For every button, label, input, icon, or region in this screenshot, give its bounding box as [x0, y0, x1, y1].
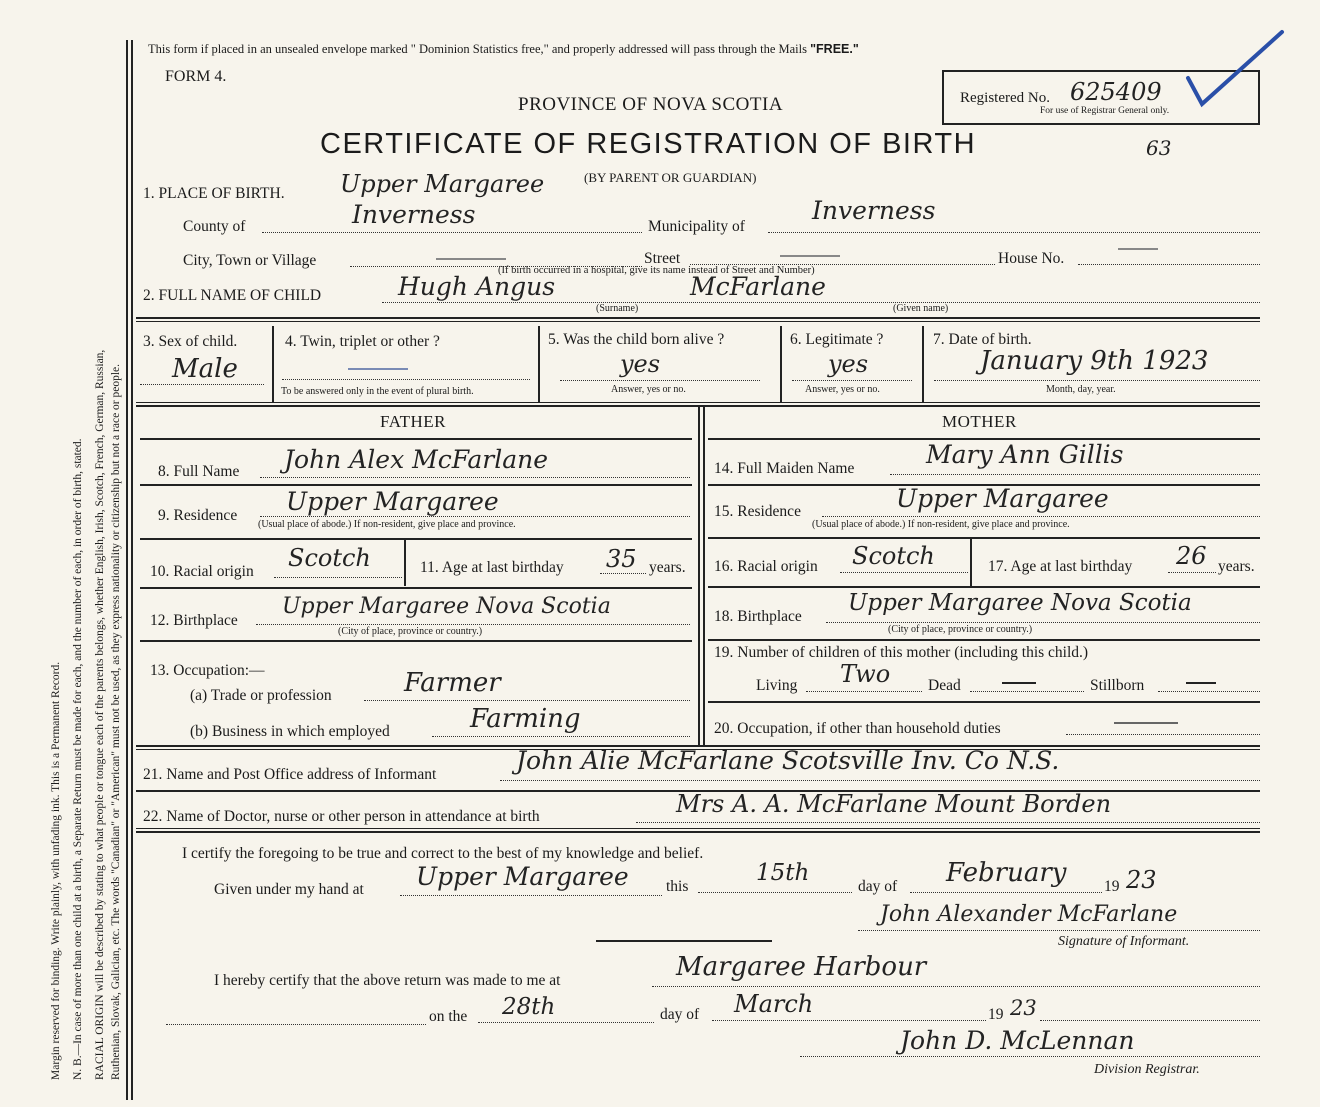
registrar-year-prefix: 19: [988, 1006, 1004, 1023]
day-of-label: day of: [858, 878, 898, 895]
section-rule: [136, 402, 1260, 403]
page-subtitle: (BY PARENT OR GUARDIAN): [584, 170, 757, 185]
given-year-prefix: 19: [1104, 878, 1120, 895]
binding-line: [131, 40, 133, 1100]
binding-line: [126, 40, 128, 1100]
date-of-birth-note: Month, day, year.: [1046, 384, 1116, 395]
given-under-label: Given under my hand at: [214, 881, 364, 898]
mother-racial-label: 16. Racial origin: [714, 558, 818, 575]
mother-racial-line: [840, 572, 968, 573]
twin-label: 4. Twin, triplet or other ?: [285, 333, 440, 350]
certify-text: I certify the foregoing to be true and correct to the best of my knowledge and belief.: [182, 845, 704, 862]
father-birthplace-line: [256, 624, 690, 625]
given-place-value: Upper Margaree: [416, 862, 629, 891]
sex-line: [140, 384, 264, 385]
registrar-place-value: Margaree Harbour: [676, 952, 927, 982]
cell-divider: [922, 326, 924, 402]
father-business-label: (b) Business in which employed: [190, 723, 390, 740]
margin-binding-note: Margin reserved for binding. Write plainly, with unfading ink. This is a Permanent Record.: [50, 661, 62, 1080]
province-heading: PROVINCE OF NOVA SCOTIA: [518, 94, 784, 115]
father-residence-note: (Usual place of abode.) If non-resident, give place and province.: [258, 519, 516, 530]
cell-divider: [538, 326, 540, 402]
mother-name-value: Mary Ann Gillis: [926, 440, 1124, 469]
doctor-value: Mrs A. A. McFarlane Mount Borden: [676, 790, 1112, 818]
registrar-day-of-label: day of: [660, 1006, 700, 1023]
street-label: Street: [644, 250, 681, 267]
registrar-certify-text: I hereby certify that the above return was made to me at: [214, 972, 561, 989]
father-business-value: Farming: [470, 704, 581, 734]
father-name-label: 8. Full Name: [158, 463, 240, 480]
mother-occupation-dash: [1114, 722, 1178, 724]
sex-value: Male: [172, 354, 238, 384]
parents-divider: [698, 407, 700, 745]
father-age-value: 35: [606, 545, 637, 573]
registrar-leading-line: [166, 1024, 426, 1025]
municipality-value: Inverness: [812, 196, 936, 225]
registrar-signature: John D. McLennan: [900, 1026, 1135, 1055]
cell-divider: [970, 538, 972, 586]
registrar-day-value: 28th: [502, 994, 556, 1020]
informant-value: John Alie McFarlane Scotsville Inv. Co N.S.: [516, 746, 1060, 775]
surname-note: (Surname): [596, 303, 639, 314]
twin-dash: [348, 368, 408, 370]
cell-divider: [272, 326, 274, 402]
mother-residence-line: [822, 516, 1260, 517]
given-name-note: (Given name): [893, 303, 949, 314]
page-title: CERTIFICATE OF REGISTRATION OF BIRTH: [320, 128, 977, 160]
registrar-trailing-line: [1040, 1020, 1260, 1021]
twin-line: [282, 379, 530, 380]
doctor-line: [636, 822, 1260, 823]
mother-children-label: 19. Number of children of this mother (including this child.): [714, 644, 1089, 661]
mother-rule: [708, 586, 1260, 588]
father-rule: [140, 438, 692, 440]
date-of-birth-value: January 9th 1923: [980, 346, 1209, 376]
informant-signature-label: Signature of Informant.: [1058, 934, 1190, 949]
father-age-line: [600, 573, 646, 574]
registrar-title: Division Registrar.: [1094, 1062, 1200, 1077]
mother-birthplace-label: 18. Birthplace: [714, 608, 802, 625]
mother-age-line: [1168, 572, 1216, 573]
registrar-signature-line: [800, 1056, 1260, 1057]
legitimate-note: Answer, yes or no.: [805, 384, 880, 395]
mother-dead-line: [970, 691, 1084, 692]
informant-signature: John Alexander McFarlane: [880, 902, 1178, 927]
margin-racial-note-2: Ruthenian, Slovak, Galician, etc. The words "Canadian" or "American" must not be used, as they express nationality or citizenship but not a race or people.: [110, 363, 122, 1080]
city-dash: [436, 258, 506, 260]
section-rule: [136, 321, 1260, 322]
mother-rule: [708, 639, 1260, 641]
cell-divider: [780, 326, 782, 402]
cell-divider: [404, 540, 406, 586]
date-of-birth-line: [934, 380, 1260, 381]
registered-no-value: 625409: [1070, 78, 1162, 106]
municipality-label: Municipality of: [648, 218, 745, 235]
father-racial-value: Scotch: [288, 544, 371, 572]
born-alive-label: 5. Was the child born alive ?: [548, 331, 725, 348]
place-of-birth-value: Upper Margaree: [340, 170, 545, 198]
born-alive-note: Answer, yes or no.: [611, 384, 686, 395]
mother-age-label: 17. Age at last birthday: [988, 558, 1133, 575]
father-residence-line: [260, 516, 690, 517]
city-town-village-label: City, Town or Village: [183, 252, 317, 269]
twin-note: To be answered only in the event of plural birth.: [281, 386, 474, 397]
father-rule: [140, 587, 692, 589]
section-rule: [136, 828, 1260, 829]
margin-racial-note-1: RACIAL ORIGIN will be described by stating to what people or tongue each of the parents belongs, whether English, Irish, Scotch, French, German, Russian,: [94, 349, 106, 1080]
registrar-month-line: [712, 1020, 986, 1021]
sex-label: 3. Sex of child.: [143, 333, 238, 350]
informant-line: [500, 780, 1260, 781]
mother-birthplace-line: [826, 622, 1260, 623]
child-given-name: Hugh Angus: [398, 272, 556, 301]
legitimate-line: [792, 380, 912, 381]
father-residence-label: 9. Residence: [158, 507, 238, 524]
mother-years-label: years.: [1218, 558, 1255, 575]
given-day-value: 15th: [756, 860, 810, 886]
section-rule: [136, 831, 1260, 833]
given-year-value: 23: [1126, 866, 1157, 894]
mother-rule: [708, 701, 1260, 703]
registrar-general-note: For use of Registrar General only.: [1040, 106, 1170, 116]
doctor-label: 22. Name of Doctor, nurse or other person in attendance at birth: [143, 808, 540, 825]
mother-age-value: 26: [1176, 542, 1207, 570]
mother-stillborn-label: Stillborn: [1090, 677, 1145, 694]
this-label: this: [666, 878, 689, 895]
father-age-label: 11. Age at last birthday: [420, 559, 564, 576]
county-value: Inverness: [352, 200, 476, 229]
father-birthplace-value: Upper Margaree Nova Scotia: [282, 594, 611, 619]
father-business-line: [432, 736, 690, 737]
father-rule: [140, 484, 692, 486]
divider-rule: [596, 940, 772, 942]
hospital-note: (If birth occurred in a hospital, give its name instead of Street and Number): [498, 265, 815, 276]
mother-stillborn-line: [1158, 691, 1260, 692]
informant-label: 21. Name and Post Office address of Informant: [143, 766, 437, 783]
place-of-birth-label: 1. PLACE OF BIRTH.: [143, 185, 285, 202]
legitimate-label: 6. Legitimate ?: [790, 331, 884, 348]
margin-nb-note: N. B.—In case of more than one child at a birth, a Separate Return must be made for each, and the number of each, in order of birth, stated.: [72, 438, 84, 1080]
mother-stillborn-dash: [1186, 682, 1216, 684]
father-name-value: John Alex McFarlane: [284, 445, 549, 474]
father-years-label: years.: [649, 559, 686, 576]
father-rule: [140, 538, 692, 540]
house-line: [1078, 264, 1260, 265]
mother-dead-label: Dead: [928, 677, 961, 694]
child-name-line: [382, 302, 1260, 303]
date-of-birth-label: 7. Date of birth.: [933, 331, 1032, 348]
born-alive-value: yes: [620, 350, 661, 378]
registered-no-label: Registered No.: [960, 90, 1050, 106]
father-heading: FATHER: [380, 412, 446, 431]
father-trade-line: [364, 700, 690, 701]
mother-residence-note: (Usual place of abode.) If non-resident, give place and province.: [812, 519, 1070, 530]
father-racial-label: 10. Racial origin: [150, 563, 254, 580]
registrar-place-line: [652, 986, 1260, 987]
checkmark-icon: [1180, 26, 1290, 116]
mother-occupation-label: 20. Occupation, if other than household duties: [714, 720, 1001, 737]
form-number: FORM 4.: [165, 68, 227, 85]
house-dash: [1118, 248, 1158, 250]
municipality-line: [768, 232, 1260, 233]
father-birthplace-note: (City of place, province or country.): [338, 626, 483, 637]
mother-residence-label: 15. Residence: [714, 503, 801, 520]
registrar-month-value: March: [734, 990, 814, 1018]
mother-living-line: [806, 691, 922, 692]
mother-racial-value: Scotch: [852, 542, 935, 570]
mother-residence-value: Upper Margaree: [896, 484, 1109, 513]
mother-living-value: Two: [840, 660, 891, 688]
mother-birthplace-value: Upper Margaree Nova Scotia: [848, 590, 1192, 616]
mother-occupation-line: [1066, 734, 1260, 735]
mother-birthplace-note: (City of place, province or country.): [888, 624, 1033, 635]
mother-living-label: Living: [756, 677, 798, 694]
street-dash: [780, 255, 840, 257]
mother-name-line: [890, 474, 1260, 475]
father-residence-value: Upper Margaree: [286, 487, 499, 516]
father-birthplace-label: 12. Birthplace: [150, 612, 238, 629]
on-the-label: on the: [429, 1008, 468, 1025]
mother-rule: [708, 537, 1260, 539]
child-name-label: 2. FULL NAME OF CHILD: [143, 287, 322, 304]
corner-mark: 63: [1146, 136, 1172, 160]
child-surname: McFarlane: [690, 272, 826, 301]
given-place-line: [400, 895, 662, 896]
father-trade-label: (a) Trade or profession: [190, 687, 332, 704]
section-rule: [136, 317, 1260, 319]
mother-heading: MOTHER: [942, 412, 1017, 431]
mother-dead-dash: [1002, 682, 1036, 684]
mail-note: This form if placed in an unsealed envelope marked " Dominion Statistics free," and properly addressed will pass through the Mails "FREE.": [148, 42, 859, 56]
father-trade-value: Farmer: [404, 668, 501, 698]
father-racial-line: [274, 577, 402, 578]
given-day-line: [698, 892, 852, 893]
given-month-line: [910, 892, 1102, 893]
born-alive-line: [560, 380, 760, 381]
county-line: [262, 232, 642, 233]
mother-name-label: 14. Full Maiden Name: [714, 460, 855, 477]
informant-signature-line: [858, 930, 1260, 931]
registrar-year-value: 23: [1010, 996, 1037, 1020]
legitimate-value: yes: [828, 350, 869, 378]
house-no-label: House No.: [998, 250, 1065, 267]
given-month-value: February: [946, 858, 1067, 888]
county-label: County of: [183, 218, 246, 235]
registrar-day-line: [478, 1022, 654, 1023]
father-rule: [140, 640, 692, 642]
parents-divider: [703, 407, 705, 745]
father-name-line: [260, 477, 690, 478]
father-occupation-label: 13. Occupation:—: [150, 662, 265, 679]
